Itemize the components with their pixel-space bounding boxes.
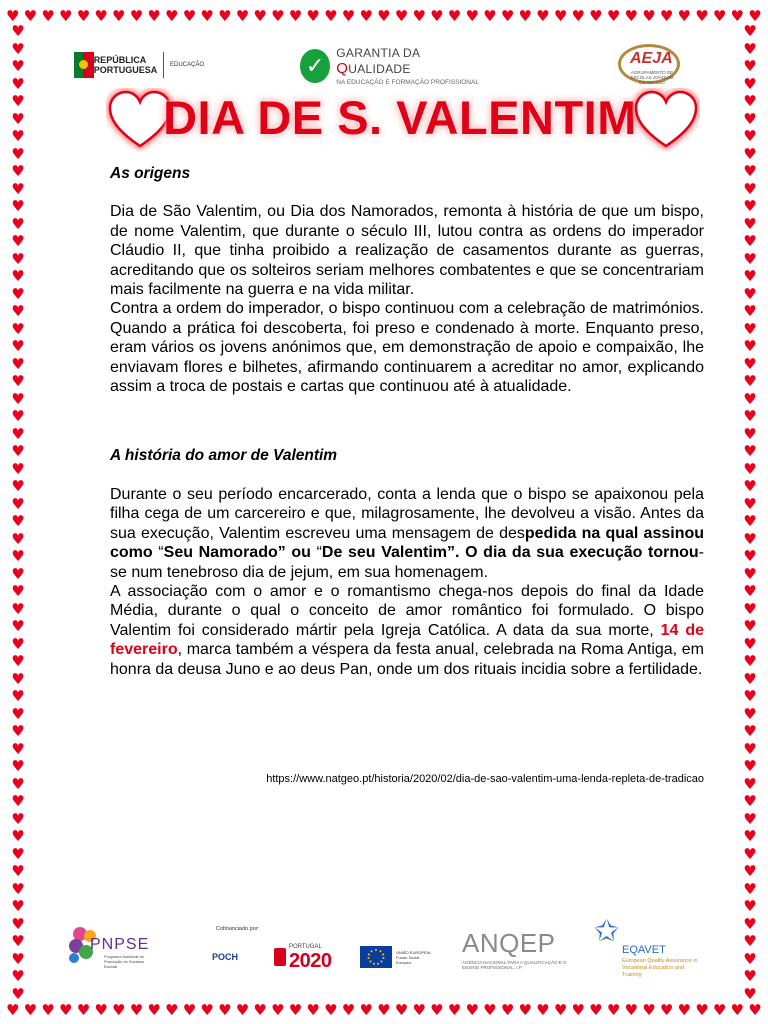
heart-icon: ♥: [11, 214, 25, 233]
heart-icon: ♥: [730, 1000, 744, 1019]
republica-line2: PORTUGUESA: [93, 65, 158, 75]
pnpse-title: PNPSE: [90, 936, 150, 953]
aeja-logo: [614, 44, 688, 88]
heart-icon: ♥: [288, 6, 303, 25]
heart-icon: ♥: [743, 669, 757, 688]
heart-icon: ♥: [11, 774, 25, 793]
heart-icon: ♥: [11, 197, 25, 215]
heart-icon: ♥: [642, 1000, 656, 1019]
heart-icon: ♥: [743, 302, 757, 320]
heart-icon: ♥: [447, 1000, 462, 1019]
heart-icon: ♥: [11, 914, 25, 933]
heart-icon: ♥: [11, 687, 25, 705]
heart-icon: ♥: [11, 582, 25, 600]
heart-icon: ♥: [147, 1000, 161, 1019]
heart-icon: ♥: [743, 582, 757, 600]
section-heading-love-story: A história do amor de Valentim: [110, 447, 338, 465]
heart-icon: ♥: [659, 6, 674, 25]
heart-icon: ♥: [743, 547, 757, 565]
heart-icon: ♥: [235, 6, 250, 25]
heart-icon: ♥: [76, 6, 91, 25]
heart-icon: ♥: [59, 6, 73, 25]
heart-icon: ♥: [659, 1000, 674, 1019]
heart-icon: ♥: [11, 372, 25, 390]
heart-icon: ♥: [6, 1000, 20, 1019]
heart-icon: ♥: [695, 6, 709, 25]
heart-icon: ♥: [589, 6, 603, 25]
heart-icon: ♥: [483, 1000, 497, 1019]
heart-icon: ♥: [377, 1000, 391, 1019]
heart-icon: ♥: [743, 862, 757, 880]
heart-icon: ♥: [730, 6, 744, 25]
eqavet-logo: ✩ EQAVET European Quality Assurance in Vocational Education and Training: [594, 914, 698, 978]
heart-icon: ♥: [695, 1000, 709, 1019]
heart-icon: ♥: [200, 6, 214, 25]
heart-icon: ♥: [589, 1000, 603, 1019]
heart-icon: ♥: [11, 477, 25, 495]
heart-icon: ♥: [6, 6, 20, 25]
heart-icon: ♥: [11, 652, 25, 670]
heart-icon: ♥: [430, 6, 444, 25]
heart-icon: ♥: [11, 442, 25, 460]
heart-icon: ♥: [743, 687, 757, 705]
portugal-flag-icon: [74, 52, 90, 78]
heart-icon: ♥: [536, 1000, 550, 1019]
heart-icon: ♥: [11, 722, 25, 740]
heart-icon: ♥: [11, 669, 25, 688]
heart-icon: ♥: [112, 1000, 126, 1019]
heart-icon: ♥: [11, 529, 25, 548]
heart-icon: ♥: [11, 39, 25, 58]
heart-icon: ♥: [553, 1000, 568, 1019]
heart-icon: ♥: [743, 284, 757, 303]
heart-icon: ♥: [11, 319, 25, 338]
heart-icon: ♥: [743, 162, 757, 180]
heart-icon: ♥: [306, 6, 320, 25]
heart-icon: ♥: [76, 1000, 91, 1019]
heart-icon: ♥: [743, 564, 757, 583]
heart-icon: ♥: [23, 6, 38, 25]
heart-icon: ♥: [359, 6, 373, 25]
heart-icon: ♥: [743, 179, 757, 198]
heart-icon: ♥: [743, 739, 757, 758]
heart-icon: ♥: [743, 774, 757, 793]
heart-icon: ♥: [341, 6, 356, 25]
eu-stars-icon: [360, 946, 392, 968]
heart-icon: ♥: [271, 6, 285, 25]
heart-icon: ♥: [743, 984, 757, 1003]
heart-icon: ♥: [11, 932, 25, 950]
heart-icon: ♥: [743, 949, 757, 968]
heart-icon: ♥: [11, 337, 25, 355]
heart-icon: ♥: [11, 249, 25, 268]
divider: [163, 52, 164, 78]
heart-icon: ♥: [743, 897, 757, 915]
heart-icon: ♥: [743, 214, 757, 233]
heart-icon: ♥: [11, 179, 25, 198]
heart-icon: ♥: [11, 144, 25, 163]
heart-icon: ♥: [536, 6, 550, 25]
heart-icon: ♥: [11, 232, 25, 250]
heart-icon: ♥: [743, 494, 757, 513]
heart-icon: ♥: [394, 1000, 409, 1019]
heart-icon: ♥: [743, 704, 757, 723]
heart-icon: ♥: [677, 6, 691, 25]
heart-icon: ♥: [743, 109, 757, 128]
heart-icon: ♥: [11, 897, 25, 915]
heart-icon: ♥: [11, 599, 25, 618]
heart-icon: ♥: [748, 1000, 762, 1019]
heart-icon: ♥: [11, 389, 25, 408]
heart-icon: ♥: [11, 74, 25, 93]
portugal-2020-logo: PORTUGAL 2020: [274, 942, 348, 972]
heart-icon: ♥: [11, 792, 25, 810]
checkmark-icon: ✓: [300, 49, 330, 83]
heart-icon: ♥: [11, 547, 25, 565]
heart-icon: ♥: [624, 1000, 638, 1019]
heart-icon: ♥: [271, 1000, 285, 1019]
heart-icon: ♥: [743, 127, 757, 145]
heart-icon: ♥: [743, 844, 757, 863]
heart-icon: ♥: [11, 459, 25, 478]
heart-icon: ♥: [306, 1000, 320, 1019]
heart-icon: ♥: [743, 319, 757, 338]
poch-logo: POCH: [212, 952, 239, 962]
paragraph: Dia de São Valentim, ou Dia dos Namorados, remonta à história de que um bispo, de nome Valentim, que durante o século III, lutou contra as ordens do imperador Cláudio II, que tinha proibido a realização de casamentos durante as guerras, acreditando que os solteiros seriam melhores combatentes e que se concentrariam mais facilmente na guerra e na vida militar.: [110, 203, 704, 299]
heart-icon: ♥: [430, 1000, 444, 1019]
heart-icon: ♥: [743, 652, 757, 670]
heart-icon: ♥: [324, 6, 338, 25]
heart-icon: ♥: [165, 1000, 179, 1019]
heart-icon: ♥: [518, 6, 532, 25]
heart-icon: ♥: [200, 1000, 214, 1019]
cofinanciado-label: Cofinanciado por:: [216, 926, 260, 932]
republica-line1: REPÚBLICA: [93, 55, 147, 65]
heart-icon: ♥: [712, 1000, 727, 1019]
paragraph: Contra a ordem do imperador, o bispo continuou com a celebração de matrimónios. Quando a prática foi descoberta, foi preso e condenado à morte. Enquanto preso, eram vários os jovens anónimos que, em demonstração de apoio e compaixão, lhe enviavam flores e bilhetes, afirmando continuarem a acreditar no amor, explicando assim a troca de postais e cartas que continuou até à atualidade.: [110, 300, 704, 396]
heart-icon: ♥: [218, 6, 232, 25]
heart-icon: ♥: [41, 6, 55, 25]
heart-icon: ♥: [253, 1000, 267, 1019]
heart-icon: ♥: [112, 6, 126, 25]
heart-icon: ♥: [743, 267, 757, 285]
heart-icon: ♥: [677, 1000, 691, 1019]
heart-icon: ♥: [606, 6, 621, 25]
heart-icon: ♥: [11, 494, 25, 513]
heart-border-top: [6, 6, 762, 26]
heart-icon: ♥: [11, 162, 25, 180]
heart-icon: ♥: [11, 109, 25, 128]
heart-icon: ♥: [11, 757, 25, 775]
heart-icon: ♥: [743, 354, 757, 373]
heart-icon: ♥: [518, 1000, 532, 1019]
heart-border-bottom: [6, 1000, 762, 1020]
heart-icon: ♥: [743, 634, 757, 653]
heart-icon: ♥: [571, 6, 585, 25]
anqep-logo: ANQEP AGÊNCIA NACIONAL PARA A QUALIFICAÇÃO E O ENSINO PROFISSIONAL, I.P.: [462, 928, 567, 970]
heart-icon: ♥: [743, 424, 757, 443]
heart-border-left: [8, 24, 28, 1002]
heart-icon: ♥: [11, 879, 25, 898]
heart-icon: ♥: [743, 442, 757, 460]
heart-icon: ♥: [743, 92, 757, 110]
heart-icon: ♥: [743, 144, 757, 163]
heart-icon: ♥: [11, 617, 25, 635]
heart-icon: ♥: [743, 477, 757, 495]
heart-icon: ♥: [743, 459, 757, 478]
heart-icon: ♥: [447, 6, 462, 25]
heart-icon: ♥: [23, 1000, 38, 1019]
heart-icon: ♥: [500, 6, 515, 25]
heart-icon: ♥: [743, 599, 757, 618]
heart-icon: ♥: [341, 1000, 356, 1019]
heart-icon: ♥: [41, 1000, 55, 1019]
heart-icon: ♥: [11, 844, 25, 863]
heart-icon: ♥: [129, 1000, 144, 1019]
heart-icon: ♥: [624, 6, 638, 25]
heart-icon: ♥: [743, 249, 757, 268]
heart-icon: ♥: [500, 1000, 515, 1019]
heart-icon: ♥: [606, 1000, 621, 1019]
heart-icon: ♥: [11, 949, 25, 968]
heart-icon: ♥: [11, 424, 25, 443]
heart-icon: ♥: [11, 512, 25, 530]
aeja-title: AEJA: [630, 50, 673, 67]
pnpse-subtitle: Programa Nacional de Promoção do Sucesso Escolar: [104, 954, 145, 969]
heart-icon: ♥: [394, 6, 409, 25]
heart-icon: ♥: [11, 354, 25, 373]
heart-icon: ♥: [11, 302, 25, 320]
heart-icon: ♥: [147, 6, 161, 25]
heart-icon: ♥: [11, 564, 25, 583]
aeja-subtitle: AGRUPAMENTO DE ESCOLAS JOAQUIM DE ARAÚJO: [630, 70, 674, 85]
heart-icon: ♥: [129, 6, 144, 25]
heart-icon: ♥: [642, 6, 656, 25]
heart-icon: ♥: [182, 6, 197, 25]
heart-border-right: [740, 24, 760, 1002]
heart-icon: ♥: [743, 74, 757, 93]
heart-icon: ♥: [743, 389, 757, 408]
heart-icon: ♥: [11, 267, 25, 285]
heart-icon: ♥: [94, 6, 108, 25]
heart-icon: ♥: [465, 1000, 479, 1019]
heart-icon: ♥: [412, 1000, 426, 1019]
heart-icon: ♥: [743, 372, 757, 390]
pnpse-logo: [66, 918, 158, 974]
heart-icon: ♥: [743, 932, 757, 950]
heart-icon: ♥: [743, 757, 757, 775]
heart-icon: ♥: [359, 1000, 373, 1019]
eu-flag-logo: UNIÃO EUROPEIA Fundo Social Europeu: [360, 946, 432, 970]
heart-icon: ♥: [712, 6, 727, 25]
heart-icon: ♥: [11, 127, 25, 145]
heart-icon: ♥: [11, 57, 25, 75]
garantia-title: GARANTIA DA QUALIDADE: [336, 46, 420, 77]
heart-icon: ♥: [743, 197, 757, 215]
heart-icon: ♥: [218, 1000, 232, 1019]
ministry-label: EDUCAÇÃO: [169, 62, 204, 68]
heart-icon: ♥: [743, 57, 757, 75]
heart-icon: ♥: [743, 827, 757, 845]
heart-icon: ♥: [465, 6, 479, 25]
source-link[interactable]: https://www.natgeo.pt/historia/2020/02/dia-de-sao-valentim-uma-lenda-repleta-de-tradicao: [266, 773, 704, 785]
heart-icon: ♥: [743, 232, 757, 250]
heart-icon: ♥: [743, 722, 757, 740]
heart-icon: ♥: [743, 337, 757, 355]
garantia-subtitle: NA EDUCAÇÃO E FORMAÇÃO PROFISSIONAL: [336, 79, 479, 86]
heart-icon: ♥: [11, 984, 25, 1003]
heart-icon: ♥: [182, 1000, 197, 1019]
heart-icon: ♥: [235, 1000, 250, 1019]
article-body: [110, 164, 704, 679]
heart-icon: ♥: [743, 792, 757, 810]
page-title: DIA DE S. VALENTIM: [163, 91, 637, 144]
heart-icon: ♥: [553, 6, 568, 25]
heart-icon: ♥: [11, 862, 25, 880]
heart-icon: ♥: [11, 284, 25, 303]
heart-icon: ♥: [748, 6, 762, 25]
heart-icon: ♥: [11, 634, 25, 653]
heart-icon: ♥: [743, 529, 757, 548]
heart-icon: ♥: [743, 512, 757, 530]
heart-icon: ♥: [253, 6, 267, 25]
heart-icon: ♥: [743, 809, 757, 828]
heart-icon: ♥: [11, 92, 25, 110]
heart-icon: ♥: [743, 914, 757, 933]
heart-outline-icon: [632, 88, 700, 152]
paragraph: Durante o seu período encarcerado, conta a lenda que o bispo se apaixonou pela filha cega de um carcereiro e que, milagrosamente, lhe devolveu a visão. Antes da sua execução, Valentim escreveu uma mensagem de despedida na qual assinou como “Seu Namorado” ou “De seu Valentim”. O dia da sua execução tornou-se num tenebroso dia de jejum, em sua homenagem.: [110, 485, 705, 581]
heart-icon: ♥: [59, 1000, 73, 1019]
heart-icon: ♥: [483, 6, 497, 25]
heart-icon: ♥: [288, 1000, 303, 1019]
heart-icon: ♥: [165, 6, 179, 25]
republica-portuguesa-logo: [74, 48, 204, 82]
heart-icon: ♥: [377, 6, 391, 25]
heart-icon: ♥: [743, 617, 757, 635]
heart-icon: ♥: [11, 22, 25, 40]
heart-icon: ♥: [743, 39, 757, 58]
heart-icon: ♥: [11, 827, 25, 845]
heart-icon: ♥: [571, 1000, 585, 1019]
heart-icon: ♥: [11, 407, 25, 425]
star-icon: ✩: [594, 914, 620, 949]
section-heading-origins: As origens: [110, 165, 191, 182]
paragraph: A associação com o amor e o romantismo chega-nos depois do final da Idade Média, durante o qual o conceito de amor romântico foi formulado. O bispo Valentim foi considerado mártir pela Igreja Católica. A data da sua morte, 14 de fevereiro, marca também a véspera da festa anual, celebrada na Roma Antiga, em honra da deusa Juno e ao deus Pan, onde um dos rituais incidia sobre a fertilidade.: [110, 582, 704, 678]
heart-icon: ♥: [11, 967, 25, 985]
heart-icon: ♥: [11, 739, 25, 758]
garantia-qualidade-logo: [300, 46, 480, 86]
heart-icon: ♥: [11, 809, 25, 828]
heart-icon: ♥: [743, 967, 757, 985]
heart-icon: ♥: [743, 407, 757, 425]
heart-icon: ♥: [324, 1000, 338, 1019]
heart-icon: ♥: [11, 704, 25, 723]
heart-icon: ♥: [94, 1000, 108, 1019]
heart-icon: ♥: [743, 22, 757, 40]
highlighted-date: 14 de fevereiro: [110, 621, 704, 659]
heart-icon: ♥: [412, 6, 426, 25]
heart-icon: ♥: [743, 879, 757, 898]
